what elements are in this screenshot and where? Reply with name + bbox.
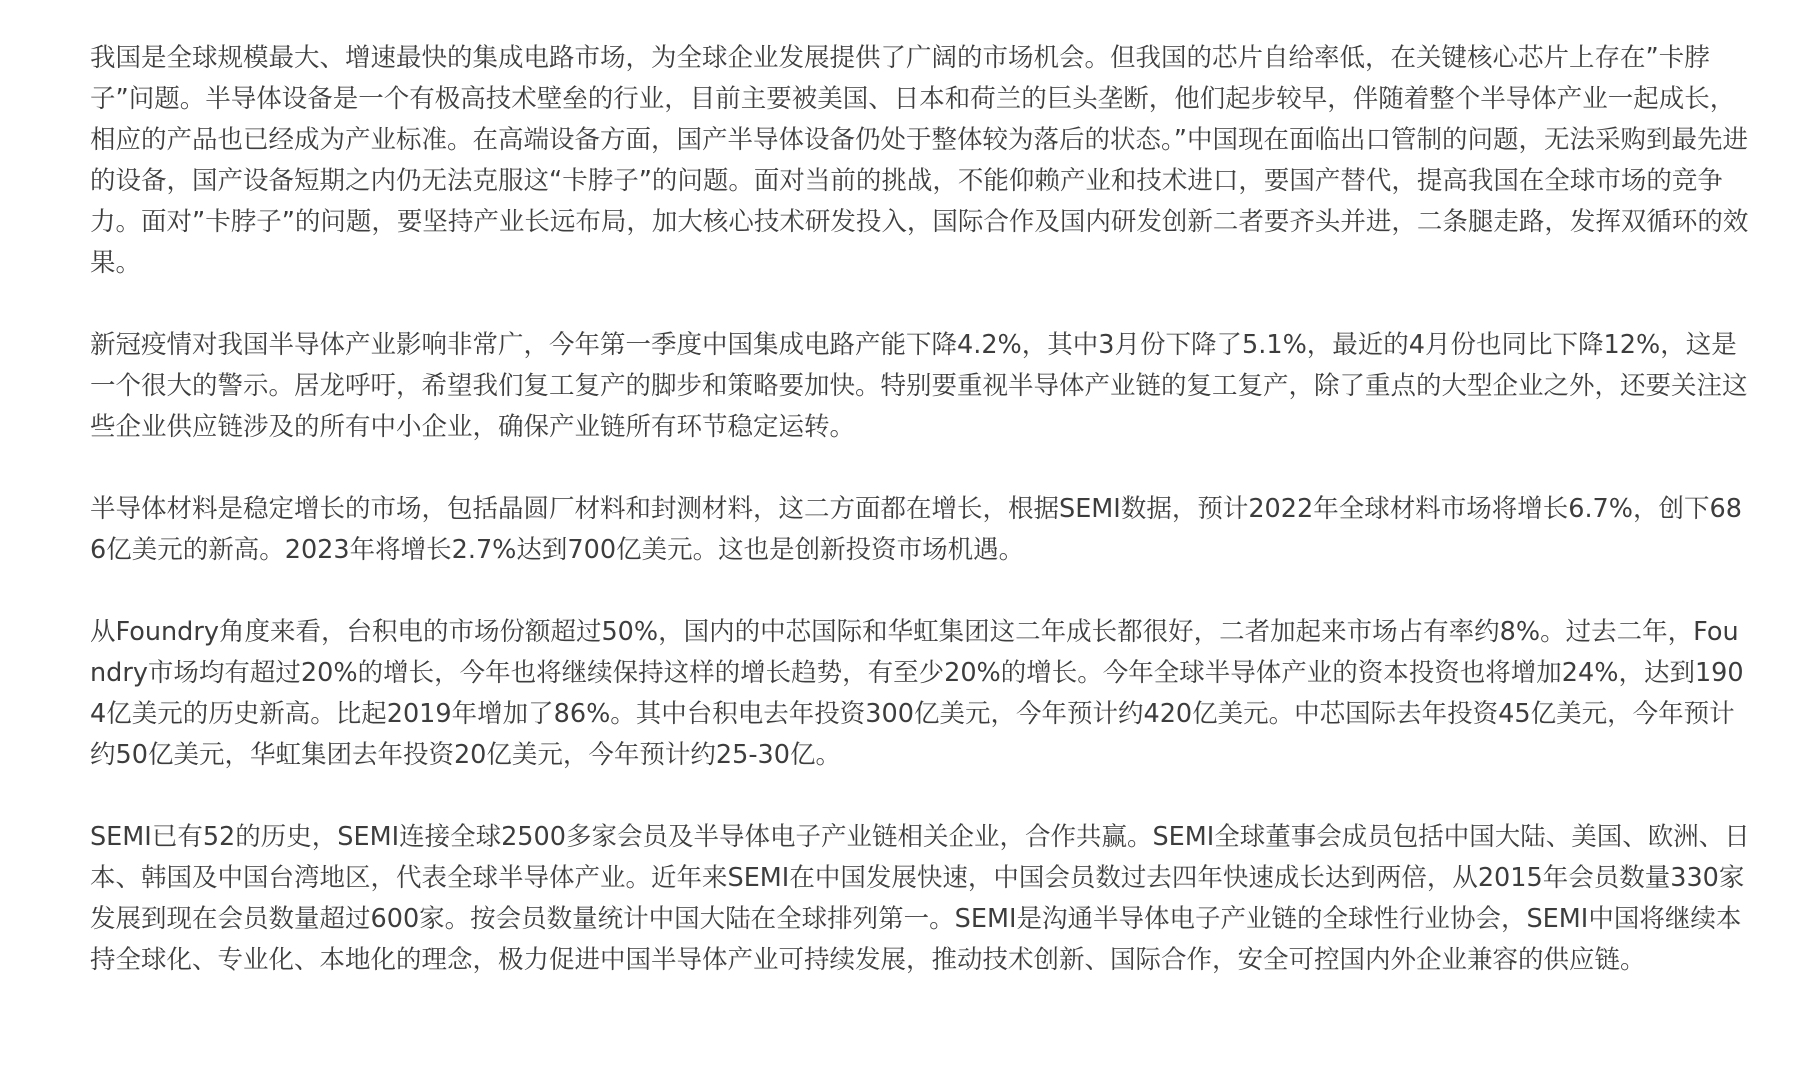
paragraph-covid-impact: 新冠疫情对我国半导体产业影响非常广，今年第一季度中国集成电路产能下降4.2%，其中3月份下降了5.1%，最近的4月份也同比下降12%，这是一个很大的警示。居龙呼吁，希望我们复工复产的脚步和策略要加快。特别要重视半导体产业链的复工复产，除了重点的大型企业之外，还要关注这些企业供应链涉及的所有中小企业，确保产业链所有环节稳定运转。 — [90, 330, 1748, 442]
paragraph-materials-market: 半导体材料是稳定增长的市场，包括晶圆厂材料和封测材料，这二方面都在增长，根据SEMI数据，预计2022年全球材料市场将增长6.7%，创下686亿美元的新高。2023年将增长2.7%达到700亿美元。这也是创新投资市场机遇。 — [90, 494, 1742, 565]
paragraph-semi-overview: SEMI已有52的历史，SEMI连接全球2500多家会员及半导体电子产业链相关企业，合作共赢。SEMI全球董事会成员包括中国大陆、美国、欧洲、日本、韩国及中国台湾地区，代表全球半导体产业。近年来SEMI在中国发展快速，中国会员数过去四年快速成长达到两倍，从2015年会员数量330家发展到现在会员数量超过600家。按会员数量统计中国大陆在全球排列第一。SEMI是沟通半导体电子产业链的全球性行业协会，SEMI中国将继续本持全球化、专业化、本地化的理念，极力促进中国半导体产业可持续发展，推动技术创新、国际合作，安全可控国内外企业兼容的供应链。 — [90, 822, 1750, 975]
paragraph-chip-self-sufficiency: 我国是全球规模最大、增速最快的集成电路市场，为全球企业发展提供了广阔的市场机会。但我国的芯片自给率低，在关键核心芯片上存在”卡脖子”问题。半导体设备是一个有极高技术壁垒的行业，目前主要被美国、日本和荷兰的巨头垄断，他们起步较早，伴随着整个半导体产业一起成长，相应的产品也已经成为产业标准。在高端设备方面，国产半导体设备仍处于整体较为落后的状态。”中国现在面临出口管制的问题，无法采购到最先进的设备，国产设备短期之内仍无法克服这“卡脖子”的问题。面对当前的挑战，不能仰赖产业和技术进口，要国产替代，提高我国在全球市场的竞争力。面对”卡脖子”的问题，要坚持产业长远布局，加大核心技术研发投入，国际合作及国内研发创新二者要齐头并进，二条腿走路，发挥双循环的效果。 — [90, 43, 1749, 278]
article-body — [90, 38, 1750, 981]
paragraph-foundry-investment: 从Foundry角度来看，台积电的市场份额超过50%，国内的中芯国际和华虹集团这二年成长都很好，二者加起来市场占有率约8%。过去二年，Foundry市场均有超过20%的增长，今年也将继续保持这样的增长趋势，有至少20%的增长。今年全球半导体产业的资本投资也将增加24%，达到1904亿美元的历史新高。比起2019年增加了86%。其中台积电去年投资300亿美元，今年预计约420亿美元。中芯国际去年投资45亿美元，今年预计约50亿美元，华虹集团去年投资20亿美元，今年预计约25-30亿。 — [90, 617, 1744, 770]
